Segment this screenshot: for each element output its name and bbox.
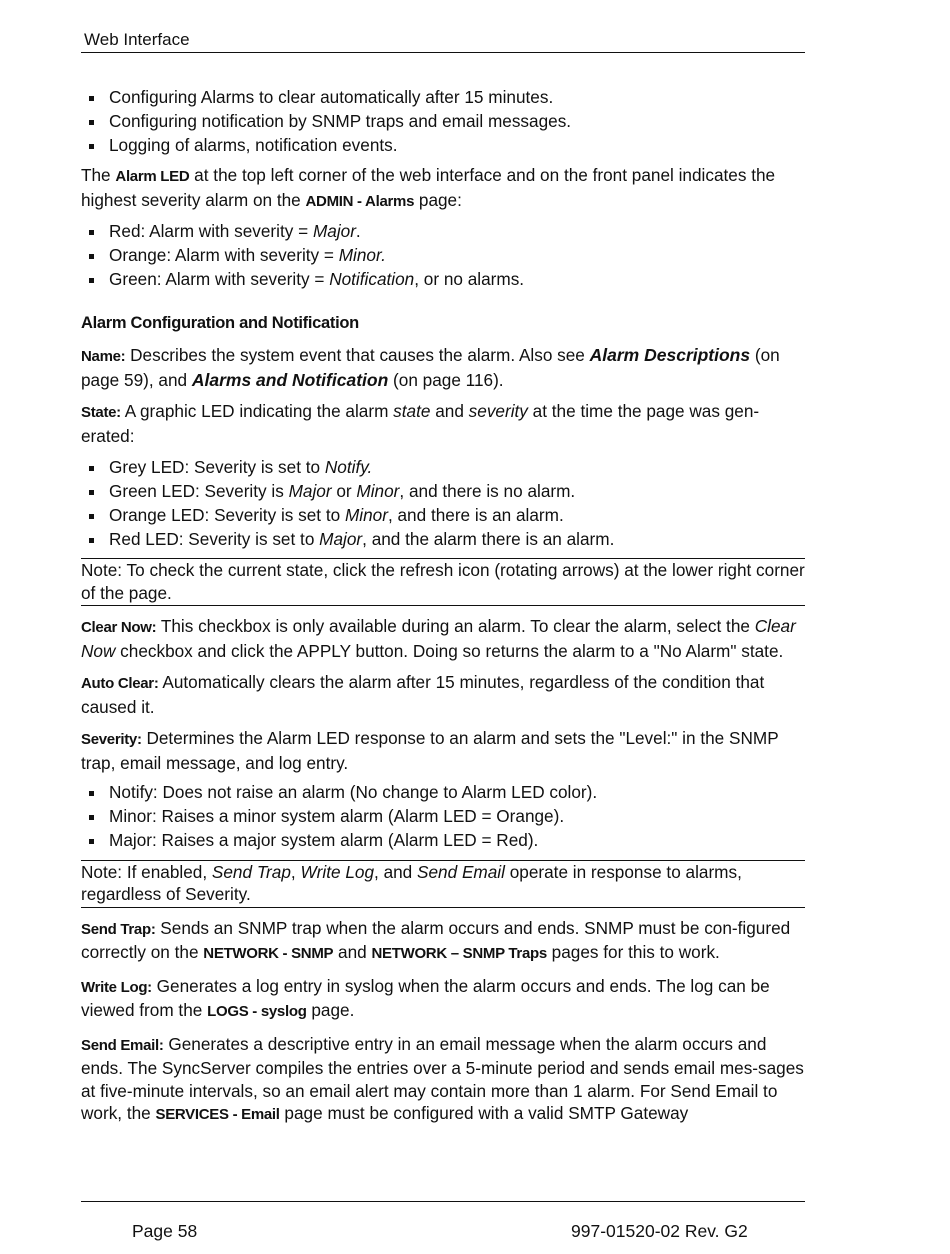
list-item: Red: Alarm with severity = Major. [81,220,805,244]
list-item: Red LED: Severity is set to Major, and the alarm there is an alarm. [81,528,805,552]
list-item: Green LED: Severity is Major or Minor, and there is no alarm. [81,480,805,504]
severity-list [81,781,805,852]
state-paragraph: State: A graphic LED indicating the alarm state and severity at the time the page was gen-erated: [81,401,760,446]
alarms-notification-link[interactable]: Alarms and Notification [191,369,389,390]
alarm-descriptions-link[interactable]: Alarm Descriptions [589,345,751,366]
send-email-paragraph: Send Email: Generates a descriptive entry in an email message when the alarm occurs and ends. The SyncServer compiles the entries over a 5-minute period and sends email mes-sages at five-minute intervals, so an email alert may contain more than 1 alarm. For Send Email to work, the SERVICES - Email page must be configured with a valid SMTP Gateway [81,1033,804,1124]
footer-divider [81,1201,805,1202]
field-label: State: [81,404,121,422]
field-label: Severity: [81,731,142,749]
admin-alarms-page-ref: ADMIN - Alarms [305,192,415,210]
write-log-paragraph: Write Log: Generates a log entry in syslog when the alarm occurs and ends. The log can be viewed from the LOGS - syslog page. [81,975,770,1021]
name-paragraph: Name: Describes the system event that causes the alarm. Also see Alarm Descriptions (on page 59), and Alarms and Notification (on page 116). [81,345,780,390]
list-item: Major: Raises a major system alarm (Alarm LED = Red). [81,829,805,853]
alarm-led-paragraph: The Alarm LED at the top left corner of the web interface and on the front panel indicates the highest severity alarm on the ADMIN - Alarms page: [81,165,776,210]
list-item: Logging of alarms, notification events. [81,134,805,158]
clear-now-paragraph: Clear Now: This checkbox is only available during an alarm. To clear the alarm, select the Clear Now checkbox and click the APPLY button. Doing so returns the alarm to a "No Alarm" state. [81,616,796,661]
field-label: Write Log: [81,978,152,996]
list-item: Notify: Does not raise an alarm (No change to Alarm LED color). [81,781,805,805]
severity-paragraph: Severity: Determines the Alarm LED response to an alarm and sets the "Level:" in the SNMP trap, email message, and log entry. [81,728,779,773]
alarm-led-term: Alarm LED [115,168,190,186]
running-header: Web Interface [81,30,805,53]
field-label: Send Trap: [81,920,156,938]
list-item: Orange: Alarm with severity = Minor. [81,244,805,268]
page-body [81,86,805,1127]
note-box: Note: To check the current state, click the refresh icon (rotating arrows) at the lower right corner of the page. [81,558,805,606]
field-label: Name: [81,348,126,366]
send-trap-paragraph: Send Trap: Sends an SNMP trap when the alarm occurs and ends. SNMP must be con-figured correctly on the NETWORK - SNMP and NETWORK – SNMP Traps pages for this to work. [81,917,791,963]
logs-syslog-page-ref: LOGS - syslog [207,1003,307,1021]
field-label: Clear Now: [81,619,157,637]
document-revision: 997-01520-02 Rev. G2 [571,1221,748,1241]
field-label: Send Email: [81,1036,164,1054]
page-number: Page 58 [132,1221,198,1241]
note-box: Note: If enabled, Send Trap, Write Log, and Send Email operate in response to alarms, regardless of Severity. [81,860,805,908]
list-item: Orange LED: Severity is set to Minor, and there is an alarm. [81,504,805,528]
list-item: Grey LED: Severity is set to Notify. [81,456,805,480]
list-item: Configuring notification by SNMP traps and email messages. [81,110,805,134]
state-led-list [81,456,805,551]
list-item: Green: Alarm with severity = Notification, or no alarms. [81,268,805,292]
network-snmp-traps-page-ref: NETWORK – SNMP Traps [371,945,547,963]
auto-clear-paragraph: Auto Clear: Automatically clears the alarm after 15 minutes, regardless of the condition that caused it. [81,672,765,717]
section-heading: Alarm Configuration and Notification [81,313,359,332]
network-snmp-page-ref: NETWORK - SNMP [203,945,334,963]
intro-list [81,86,805,157]
led-color-list [81,220,805,291]
list-item: Minor: Raises a minor system alarm (Alarm LED = Orange). [81,805,805,829]
services-email-page-ref: SERVICES - Email [155,1106,280,1124]
field-label: Auto Clear: [81,675,159,693]
list-item: Configuring Alarms to clear automatically after 15 minutes. [81,86,805,110]
